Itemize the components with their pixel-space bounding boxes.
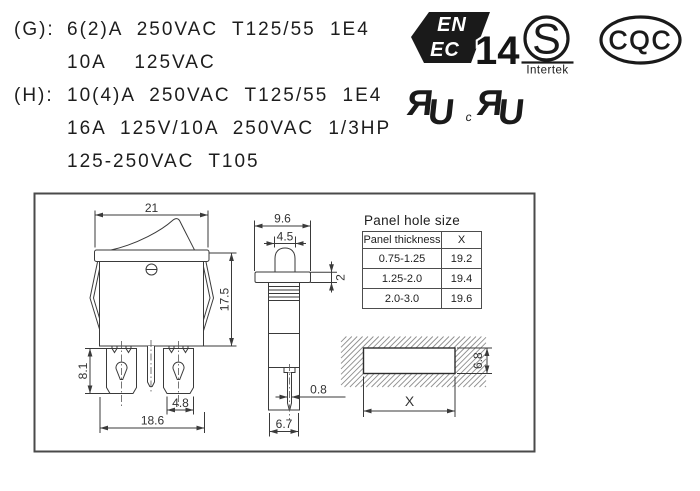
dim-side-bottom-width: 6.7 — [275, 417, 293, 431]
cell-x: 19.2 — [442, 249, 482, 269]
enec-text-bottom: EC — [430, 39, 460, 61]
cell-x: 19.6 — [442, 289, 482, 309]
dim-hole-width: X — [404, 393, 415, 409]
ul-mark-u2: U — [496, 91, 527, 132]
panel-hole-size-section — [362, 213, 482, 309]
cqc-text: CQC — [608, 25, 673, 55]
rating-h-label: (H): — [14, 85, 54, 106]
dim-knob-width: 4.5 — [276, 229, 294, 244]
col-panel-thickness: Panel thickness — [363, 232, 442, 249]
table-row — [363, 289, 482, 309]
enec-text-top: EN — [437, 14, 467, 36]
dim-side-width: 9.6 — [274, 211, 291, 226]
intertek-s-letter: S — [532, 15, 561, 64]
panel-hole-drawing — [341, 337, 492, 418]
cell-thickness: 1.25-2.0 — [363, 269, 442, 289]
dim-terminal-height: 8.1 — [76, 362, 90, 380]
rating-h-line3: 125-250VAC T105 — [67, 151, 260, 172]
rating-g-line2: 10A 125VAC — [67, 52, 216, 73]
intertek-s-logo-icon — [522, 16, 574, 77]
switch-body — [100, 262, 204, 347]
panel-hole-size-table — [362, 231, 482, 309]
dim-pin-width: 0.8 — [310, 382, 327, 397]
dim-front-bottom-width: 18.6 — [140, 413, 165, 428]
front-view-drawing — [85, 211, 237, 434]
cqc-logo-icon — [601, 17, 680, 63]
side-flange — [255, 272, 311, 283]
table-row — [363, 269, 482, 289]
dim-front-width: 21 — [144, 201, 159, 215]
enec-number: 14 — [475, 29, 520, 73]
cell-x: 19.4 — [442, 269, 482, 289]
side-knob — [275, 248, 295, 272]
ul-c-prefix: c — [464, 110, 473, 124]
cell-thickness: 2.0-3.0 — [363, 289, 442, 309]
enec14-logo-icon — [411, 12, 520, 73]
dim-terminal-width: 4.8 — [172, 396, 189, 410]
rating-g-line1: 6(2)A 250VAC T125/55 1E4 — [67, 19, 370, 40]
dim-hole-height: 6.8 — [471, 352, 485, 370]
dim-flange-thickness: 2 — [333, 274, 348, 281]
rating-h-line2: 16A 125V/10A 250VAC 1/3HP — [67, 118, 392, 139]
center-pin — [148, 346, 155, 387]
panel-hole-cutout — [364, 348, 456, 374]
dim-front-height: 17.5 — [217, 287, 232, 312]
rating-g-label: (G): — [14, 19, 55, 40]
ul-mark-u: U — [426, 91, 457, 132]
cell-thickness: 0.75-1.25 — [363, 249, 442, 269]
side-view-drawing — [255, 221, 346, 437]
table-row — [363, 249, 482, 269]
panel-table-title: Panel hole size — [364, 213, 461, 228]
rocker-actuator — [111, 219, 195, 250]
side-body — [269, 283, 300, 411]
switch-flange — [95, 250, 210, 262]
ul-recognized-marks-icon — [404, 82, 527, 132]
col-x: X — [442, 232, 482, 249]
intertek-name: Intertek — [526, 64, 569, 77]
table-header-row — [363, 232, 482, 249]
ul-mark-r: Я — [405, 82, 436, 123]
rating-h-line1: 10(4)A 250VAC T125/55 1E4 — [67, 85, 383, 106]
ul-mark-r2: Я — [475, 82, 506, 123]
